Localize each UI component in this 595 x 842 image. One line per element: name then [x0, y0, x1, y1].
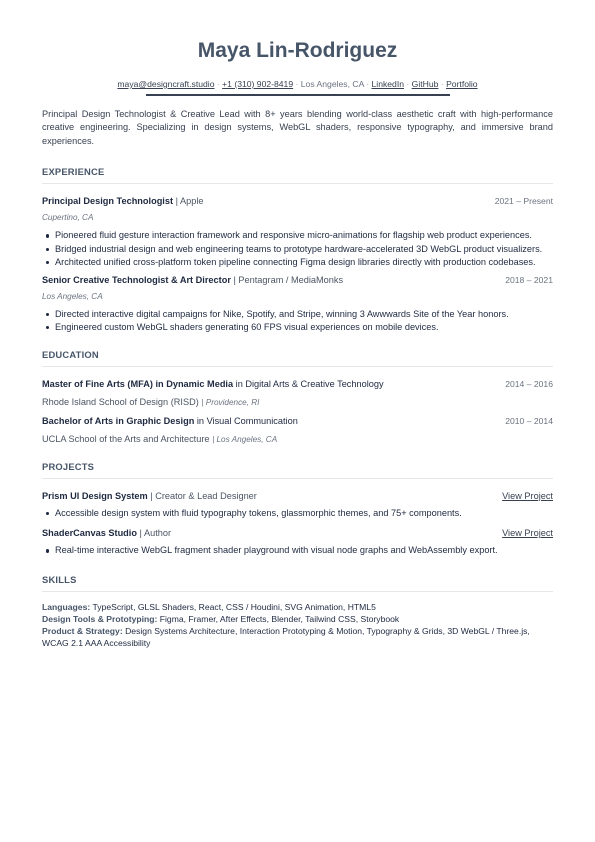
- summary-paragraph: Principal Design Technologist & Creative Lead with 8+ years blending world-class aesthetic craft with high-performance creative engineering. Specializing in design systems, WebGL shaders, responsive typography, and immersive brand experiences.: [42, 108, 553, 146]
- list-item: Architected unified cross-platform token pipeline connecting Figma design libraries directly with production codebases.: [42, 256, 553, 269]
- education-dates: 2010 – 2014: [505, 415, 553, 426]
- education-entry: Master of Fine Arts (MFA) in Dynamic Media in Digital Arts & Creative Technology 2014 – 2016 Rhode Island School of Design (RISD) | Providence, RI: [42, 378, 553, 407]
- school-name: Rhode Island School of Design (RISD): [42, 396, 199, 407]
- list-item: Real-time interactive WebGL fragment shader playground with visual node graphs and WebAssembly export.: [42, 544, 553, 557]
- job-title: Senior Creative Technologist & Art Director: [42, 274, 231, 285]
- email-link[interactable]: maya@designcraft.studio: [117, 79, 215, 89]
- job-bullets: [42, 308, 553, 334]
- project-role: Creator & Lead Designer: [155, 490, 257, 501]
- degree-field: in Digital Arts & Creative Technology: [235, 378, 384, 389]
- list-item: Pioneered fluid gesture interaction framework and responsive micro-animations for flagship web product experiences.: [42, 229, 553, 242]
- degree-title: Master of Fine Arts (MFA) in Dynamic Media: [42, 378, 234, 389]
- experience-entry: Principal Design Technologist | Apple 2021 – Present Cupertino, CA Pioneered fluid gesture interaction framework and responsive micro-animations for flagship web product experiences. Bridged industrial design and web engineering teams to prototype hardware-accelerated 3D WebGL product visualizers. Architected unified cross-platform token pipeline connecting Figma design libraries directly with production codebases.: [42, 196, 553, 268]
- list-item: Engineered custom WebGL shaders generating 60 FPS visual experiences on mobile devices.: [42, 321, 553, 334]
- linkedin-link[interactable]: LinkedIn: [371, 79, 404, 89]
- contact-separator: ·: [295, 79, 299, 89]
- skill-row: [42, 625, 553, 649]
- list-item: Accessible design system with fluid typography tokens, glassmorphic themes, and 75+ components.: [42, 507, 553, 520]
- section-title-education: EDUCATION: [42, 349, 553, 367]
- job-dates: 2018 – 2021: [505, 274, 553, 285]
- project-entry: Prism UI Design System | Creator & Lead Designer View Project Accessible design system with fluid typography tokens, glassmorphic themes, and 75+ components.: [42, 490, 553, 518]
- view-project-link[interactable]: View Project: [502, 490, 553, 501]
- list-item: Bridged industrial design and web engineering teams to prototype hardware-accelerated 3D WebGL product visualizers.: [42, 243, 553, 256]
- experience-entry: Senior Creative Technologist & Art Director | Pentagram / MediaMonks 2018 – 2021 Los Angeles, CA Directed interactive digital campaigns for Nike, Spotify, and Stripe, winning 3 Awwwards Site of the Year honors. Engineered custom WebGL shaders generating 60 FPS visual experiences on mobile devices.: [42, 274, 553, 333]
- project-name: ShaderCanvas Studio: [42, 528, 137, 539]
- job-title: Principal Design Technologist: [42, 196, 174, 207]
- company-name: Pentagram / MediaMonks: [238, 274, 344, 285]
- location-text: Los Angeles, CA: [300, 79, 364, 89]
- header-divider: [146, 94, 450, 96]
- contact-separator: ·: [216, 79, 220, 89]
- job-location: Cupertino, CA: [42, 213, 94, 223]
- phone-link[interactable]: +1 (310) 902-8419: [222, 79, 294, 89]
- skill-row: [42, 601, 553, 613]
- job-location: Los Angeles, CA: [42, 291, 103, 301]
- skill-values: Design Systems Architecture, Interaction Prototyping & Motion, Typography & Grids, 3D WebGL / Three.js, WCAG 2.1 AAA Accessibility: [42, 626, 530, 649]
- project-role: Author: [143, 528, 172, 539]
- list-item: Directed interactive digital campaigns for Nike, Spotify, and Stripe, winning 3 Awwwards Site of the Year honors.: [42, 308, 553, 321]
- company-name: Apple: [180, 196, 204, 207]
- skill-values: TypeScript, GLSL Shaders, React, CSS / Houdini, SVG Animation, HTML5: [92, 601, 376, 612]
- skills-list: [42, 601, 553, 650]
- section-title-projects: PROJECTS: [42, 461, 553, 479]
- portfolio-link[interactable]: Portfolio: [446, 79, 478, 89]
- contact-line: [42, 78, 553, 90]
- degree-title: Bachelor of Arts in Graphic Design: [42, 415, 195, 426]
- school-name: UCLA School of the Arts and Architecture: [42, 433, 210, 444]
- education-entry: Bachelor of Arts in Graphic Design in Visual Communication 2010 – 2014 UCLA School of the Arts and Architecture | Los Angeles, CA: [42, 415, 553, 444]
- school-location: Los Angeles, CA: [216, 434, 278, 444]
- degree-field: in Visual Communication: [196, 415, 298, 426]
- skill-category: Languages:: [42, 601, 91, 612]
- github-link[interactable]: GitHub: [411, 79, 439, 89]
- contact-separator: ·: [406, 79, 410, 89]
- contact-separator: ·: [440, 79, 444, 89]
- job-dates: 2021 – Present: [494, 196, 553, 207]
- section-title-skills: SKILLS: [42, 574, 553, 592]
- school-location: Providence, RI: [205, 397, 260, 407]
- project-name: Prism UI Design System: [42, 490, 148, 501]
- contact-separator: ·: [366, 79, 370, 89]
- skill-row: [42, 613, 553, 625]
- skill-category: Product & Strategy:: [42, 626, 123, 637]
- skill-values: Figma, Framer, After Effects, Blender, Tailwind CSS, Storybook: [159, 614, 400, 625]
- candidate-name: Maya Lin-Rodriguez: [197, 39, 398, 62]
- job-bullets: [42, 229, 553, 268]
- section-title-experience: EXPERIENCE: [42, 166, 553, 184]
- skill-category: Design Tools & Prototyping:: [42, 614, 158, 625]
- view-project-link[interactable]: View Project: [502, 528, 553, 539]
- project-entry: ShaderCanvas Studio | Author View Project Real-time interactive WebGL fragment shader playground with visual node graphs and WebAssembly export.: [42, 528, 553, 556]
- project-bullets: [42, 507, 553, 520]
- project-bullets: [42, 544, 553, 557]
- education-dates: 2014 – 2016: [505, 378, 553, 389]
